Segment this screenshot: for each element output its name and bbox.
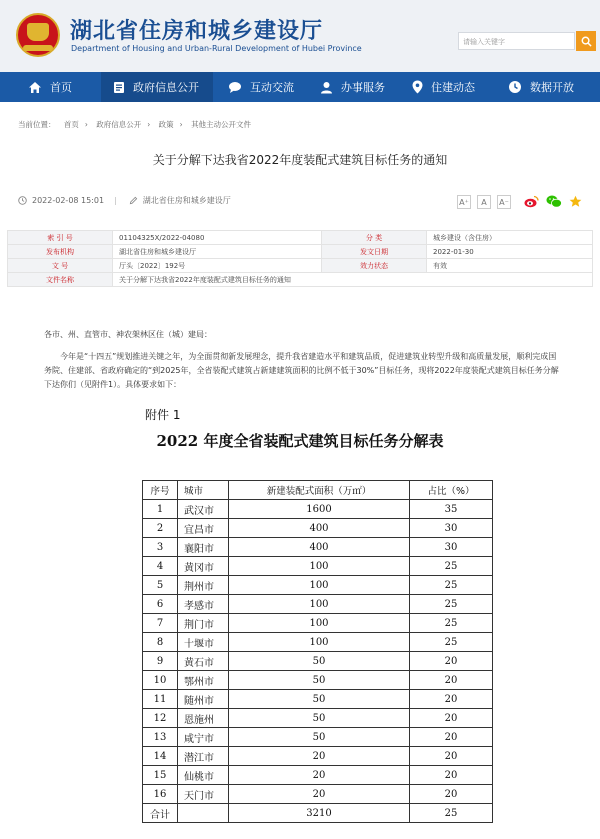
person-icon [320, 81, 333, 94]
publisher-value: 湖北省住房和城乡建设厅 [113, 245, 322, 259]
site-title[interactable]: 湖北省住房和城乡建设厅 [70, 19, 324, 44]
cell-area: 50 [229, 652, 410, 671]
cell-city: 襄阳市 [178, 538, 229, 557]
status-label: 效力状态 [322, 259, 427, 273]
cell-area: 100 [229, 576, 410, 595]
search-button[interactable] [576, 31, 596, 51]
table-header-row [143, 481, 493, 500]
nav-home[interactable] [28, 72, 72, 102]
site-header [0, 0, 600, 72]
nav-interaction-label: 互动交流 [250, 81, 294, 94]
breadcrumb [18, 119, 257, 130]
table-row [143, 500, 493, 519]
body-paragraph-line: 务院、住建部、省政府确定的“到2025年，全省装配式建筑占新建建筑面积的比例不低于30%”目标任务，现将2022年度装配式建筑目标任务分解 [44, 366, 559, 375]
cell-index: 2 [143, 519, 178, 538]
cell-ratio: 20 [410, 747, 493, 766]
font-default-button[interactable]: A [477, 195, 491, 209]
cell-city: 荆门市 [178, 614, 229, 633]
cell-index: 15 [143, 766, 178, 785]
table-row [143, 595, 493, 614]
cell-area: 3210 [229, 804, 410, 823]
table-row [143, 576, 493, 595]
search-icon [581, 36, 592, 47]
clock-icon [508, 80, 522, 94]
cell-index: 6 [143, 595, 178, 614]
national-emblem-icon [16, 13, 60, 57]
cell-area: 20 [229, 747, 410, 766]
search-input[interactable]: 请输入关键字 [458, 32, 575, 50]
cell-city: 荆州市 [178, 576, 229, 595]
cell-city: 天门市 [178, 785, 229, 804]
cell-area: 400 [229, 519, 410, 538]
publish-source: 湖北省住房和城乡建设厅 [142, 196, 231, 205]
cell-city [178, 804, 229, 823]
table-row [143, 671, 493, 690]
table-row [143, 747, 493, 766]
weibo-share-button[interactable] [524, 195, 539, 208]
breadcrumb-item-other-files[interactable]: 其他主动公开文件 [191, 120, 252, 129]
cell-index: 8 [143, 633, 178, 652]
nav-gov-info-label: 政府信息公开 [133, 81, 199, 94]
cell-city: 十堰市 [178, 633, 229, 652]
document-list-icon [113, 81, 125, 94]
category-value: 城乡建设（含住房） [427, 231, 593, 245]
info-row [8, 231, 593, 245]
cell-area: 1600 [229, 500, 410, 519]
cell-city: 武汉市 [178, 500, 229, 519]
publish-date: 2022-02-08 15:01 [32, 196, 105, 205]
doc-number-value: 厅头〔2022〕192号 [113, 259, 322, 273]
clock-icon [18, 196, 27, 205]
cell-city: 黄石市 [178, 652, 229, 671]
cell-ratio: 25 [410, 595, 493, 614]
breadcrumb-separator: › [84, 120, 88, 129]
table-body [143, 500, 493, 823]
table-row [143, 785, 493, 804]
cell-area: 100 [229, 557, 410, 576]
cell-city: 宜昌市 [178, 519, 229, 538]
pencil-icon [129, 196, 138, 205]
cell-city: 潜江市 [178, 747, 229, 766]
cell-city: 随州市 [178, 690, 229, 709]
cell-area: 100 [229, 614, 410, 633]
cell-index: 10 [143, 671, 178, 690]
cell-ratio: 25 [410, 614, 493, 633]
cell-city: 咸宁市 [178, 728, 229, 747]
cell-ratio: 20 [410, 671, 493, 690]
table-row [143, 690, 493, 709]
wechat-icon [546, 195, 562, 208]
cell-city: 黄冈市 [178, 557, 229, 576]
target-table [142, 480, 493, 823]
breadcrumb-item-home[interactable]: 首页 [63, 120, 79, 129]
table-row [143, 728, 493, 747]
status-value: 有效 [427, 259, 593, 273]
cell-index: 5 [143, 576, 178, 595]
cell-area: 20 [229, 766, 410, 785]
cell-index: 3 [143, 538, 178, 557]
doc-number-label: 文 号 [8, 259, 113, 273]
document-info-table [7, 230, 593, 287]
cell-index: 14 [143, 747, 178, 766]
cell-city: 恩施州 [178, 709, 229, 728]
main-nav [0, 72, 600, 102]
nav-news[interactable] [412, 72, 475, 102]
col-header-area: 新建装配式面积（万㎡） [229, 481, 410, 500]
cell-ratio: 20 [410, 652, 493, 671]
chat-bubble-icon [228, 81, 242, 94]
file-name-value: 关于分解下达我省2022年度装配式建筑目标任务的通知 [113, 273, 593, 287]
annex-label: 附件 1 [145, 408, 181, 422]
cell-area: 50 [229, 690, 410, 709]
cell-ratio: 25 [410, 633, 493, 652]
weibo-icon [524, 195, 539, 208]
home-icon [28, 81, 42, 94]
file-name-label: 文件名称 [8, 273, 113, 287]
info-row [8, 245, 593, 259]
breadcrumb-separator: › [147, 120, 151, 129]
cell-index: 11 [143, 690, 178, 709]
cell-index: 4 [143, 557, 178, 576]
cell-ratio: 30 [410, 538, 493, 557]
table-row [143, 652, 493, 671]
nav-gov-info[interactable] [101, 72, 213, 102]
info-row [8, 259, 593, 273]
favorite-button[interactable] [569, 195, 582, 208]
col-header-ratio: 占比（%） [410, 481, 493, 500]
table-row [143, 633, 493, 652]
nav-services-label: 办事服务 [341, 81, 385, 94]
nav-news-label: 住建动态 [431, 81, 475, 94]
cell-index: 13 [143, 728, 178, 747]
col-header-index: 序号 [143, 481, 178, 500]
nav-open-data[interactable] [508, 72, 574, 102]
salutation: 各市、州、直管市、神农架林区住（城）建局： [44, 330, 212, 339]
article-title: 关于分解下达我省2022年度装配式建筑目标任务的通知 [152, 153, 448, 167]
table-row [143, 614, 493, 633]
star-icon [569, 195, 582, 208]
breadcrumb-label: 当前位置： [18, 120, 56, 129]
cell-ratio: 25 [410, 804, 493, 823]
cell-index: 12 [143, 709, 178, 728]
issue-date-label: 发文日期 [322, 245, 427, 259]
table-row [143, 519, 493, 538]
nav-services[interactable] [320, 72, 385, 102]
cell-area: 50 [229, 709, 410, 728]
total-row [143, 804, 493, 823]
cell-index: 合计 [143, 804, 178, 823]
issue-date-value: 2022-01-30 [427, 245, 593, 259]
cell-area: 100 [229, 595, 410, 614]
cell-ratio: 25 [410, 576, 493, 595]
share-bar [524, 195, 589, 208]
body-paragraph-line: 下达你们（见附件1）。具体要求如下： [44, 380, 182, 389]
breadcrumb-item-policy[interactable]: 政策 [158, 120, 174, 129]
font-decrease-button[interactable]: A⁻ [497, 195, 511, 209]
table-title: 2022 年度全省装配式建筑目标任务分解表 [156, 432, 444, 450]
cell-ratio: 20 [410, 709, 493, 728]
cell-index: 7 [143, 614, 178, 633]
cell-index: 1 [143, 500, 178, 519]
location-pin-icon [412, 80, 423, 94]
cell-index: 16 [143, 785, 178, 804]
nav-home-label: 首页 [50, 81, 72, 94]
nav-interaction[interactable] [228, 72, 294, 102]
wechat-share-button[interactable] [546, 195, 562, 208]
cell-area: 50 [229, 671, 410, 690]
index-value: 01104325X/2022-04080 [113, 231, 322, 245]
cell-ratio: 25 [410, 557, 493, 576]
table-row [143, 557, 493, 576]
cell-ratio: 30 [410, 519, 493, 538]
index-label: 索 引 号 [8, 231, 113, 245]
cell-area: 20 [229, 785, 410, 804]
col-header-city: 城市 [178, 481, 229, 500]
breadcrumb-separator: › [179, 120, 183, 129]
font-size-controls [457, 195, 517, 209]
cell-ratio: 35 [410, 500, 493, 519]
category-label: 分 类 [322, 231, 427, 245]
cell-area: 400 [229, 538, 410, 557]
site-subtitle: Department of Housing and Urban-Rural Development of Hubei Province [71, 44, 362, 53]
font-increase-button[interactable]: A⁺ [457, 195, 471, 209]
cell-ratio: 20 [410, 690, 493, 709]
article-meta [18, 195, 231, 206]
publisher-label: 发布机构 [8, 245, 113, 259]
table-row [143, 766, 493, 785]
cell-area: 50 [229, 728, 410, 747]
info-row [8, 273, 593, 287]
cell-city: 仙桃市 [178, 766, 229, 785]
cell-ratio: 20 [410, 766, 493, 785]
cell-city: 孝感市 [178, 595, 229, 614]
table-row [143, 709, 493, 728]
nav-open-data-label: 数据开放 [530, 81, 574, 94]
meta-divider: | [114, 196, 117, 205]
table-row [143, 538, 493, 557]
cell-ratio: 20 [410, 785, 493, 804]
cell-area: 100 [229, 633, 410, 652]
body-paragraph-line: 今年是“十四五”规划推进关键之年，为全面贯彻新发展理念，提升我省建造水平和建筑品质，促进建筑业转型升级和高质量发展，顺利完成国 [60, 352, 557, 361]
cell-ratio: 20 [410, 728, 493, 747]
cell-index: 9 [143, 652, 178, 671]
cell-city: 鄂州市 [178, 671, 229, 690]
breadcrumb-item-gov-info[interactable]: 政府信息公开 [96, 120, 142, 129]
